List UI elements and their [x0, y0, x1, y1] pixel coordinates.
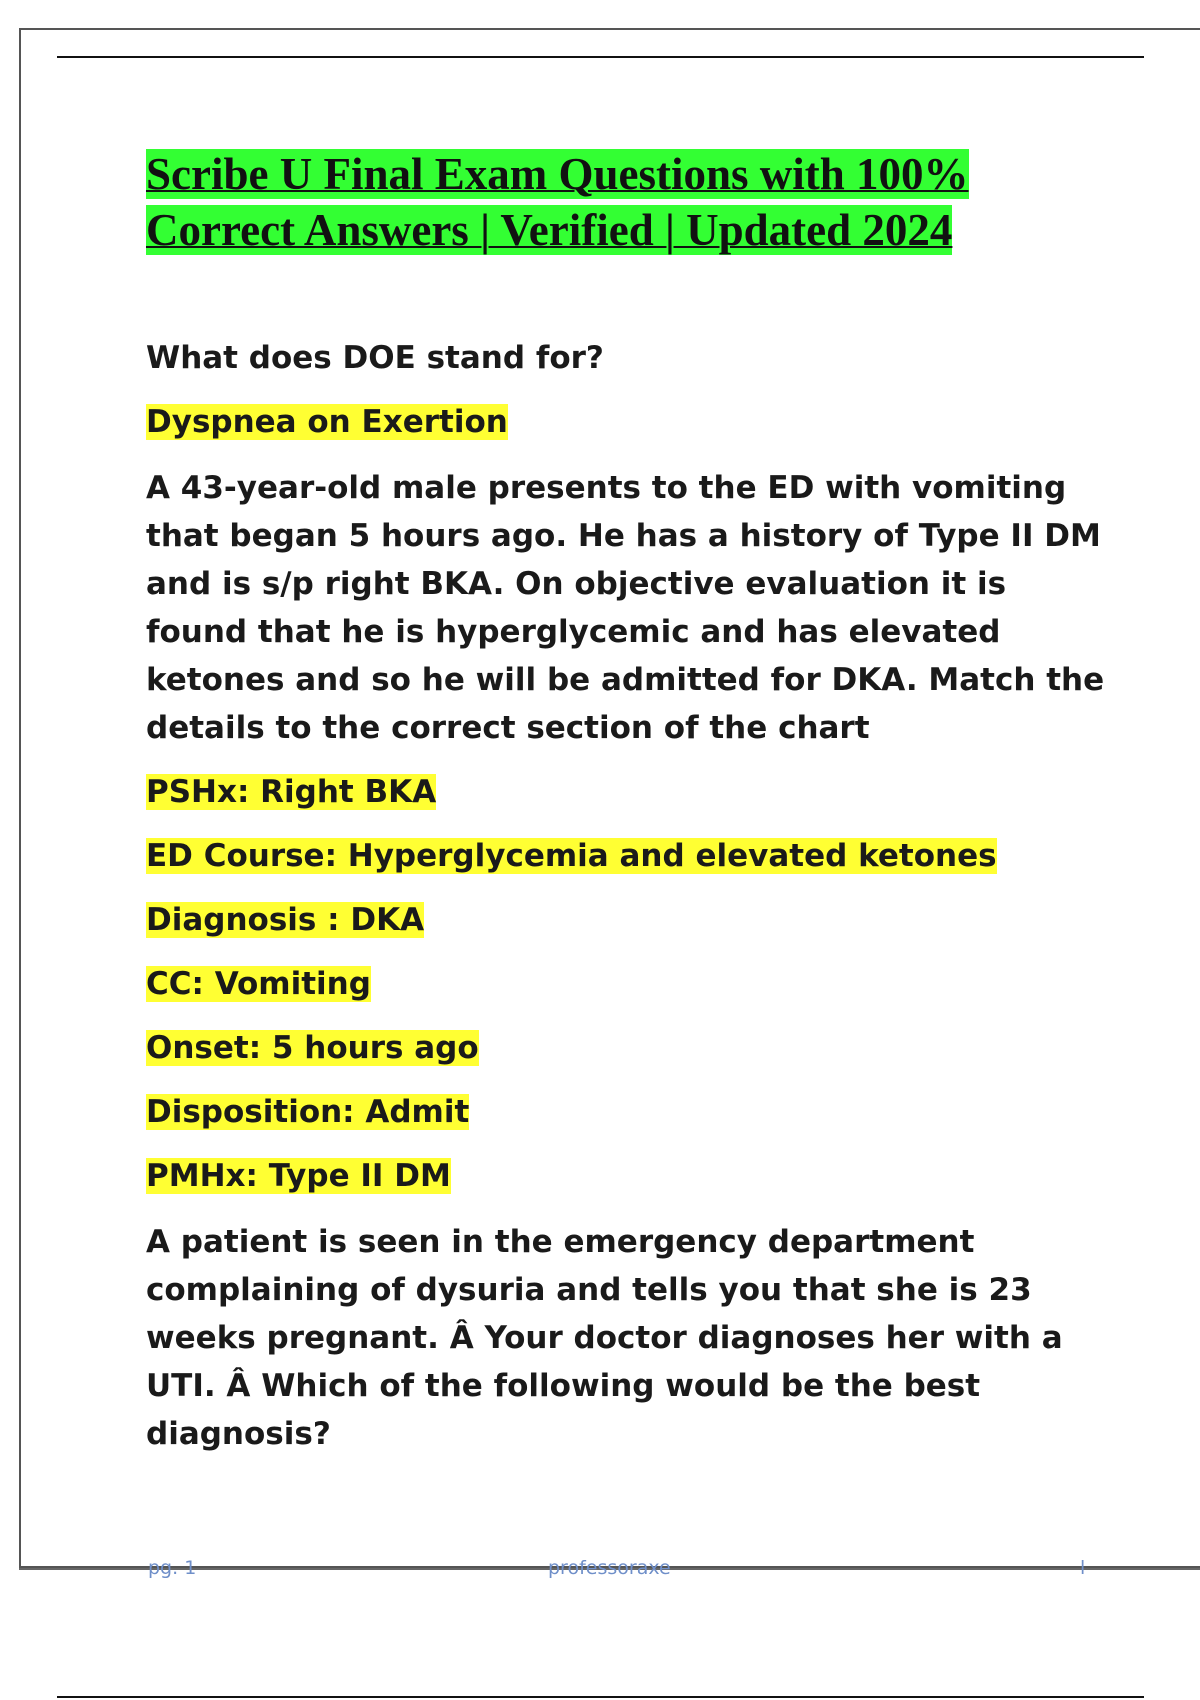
answer-1 — [146, 398, 1106, 446]
answer-2-item — [146, 1152, 1106, 1200]
answer-1-text: Dyspnea on Exertion — [146, 404, 508, 440]
answer-2-pmhx: PMHx: Type II DM — [146, 1158, 451, 1194]
answer-2-item — [146, 768, 1106, 816]
answer-2-ed-course: ED Course: Hyperglycemia and elevated ketones — [146, 838, 997, 874]
document-title — [146, 146, 1106, 258]
answer-2-onset: Onset: 5 hours ago — [146, 1030, 479, 1066]
footer-page-number: pg. 1 — [148, 1557, 197, 1579]
question-1: What does DOE stand for? — [146, 340, 604, 376]
question-3: A patient is seen in the emergency department complaining of dysuria and tells you that she is 23 weeks pregnant. Â Your doctor diagnoses her with a UTI. Â Which of the following would be the best diagnosis? — [146, 1224, 1063, 1452]
answer-2-item — [146, 1088, 1106, 1136]
question-2: A 43-year-old male presents to the ED with vomiting that began 5 hours ago. He has a history of Type II DM and is s/p right BKA. On objective evaluation it is found that he is hyperglycemic and has elevated ketones and so he will be admitted for DKA. Match the details to the correct section of the chart — [146, 470, 1105, 746]
answer-2-diagnosis: Diagnosis : DKA — [146, 902, 425, 938]
bottom-rule — [57, 1696, 1144, 1698]
document-body — [146, 146, 1106, 1458]
answer-2-cc: CC: Vomiting — [146, 966, 371, 1002]
top-rule — [57, 56, 1144, 58]
answer-2-item — [146, 960, 1106, 1008]
answer-2-item — [146, 1024, 1106, 1072]
title-line-2: Correct Answers | Verified | Updated 2024 — [146, 205, 953, 255]
title-line-1: Scribe U Final Exam Questions with 100% — [146, 149, 969, 199]
footer-author: professoraxe — [548, 1557, 671, 1579]
answer-2-item — [146, 896, 1106, 944]
answer-2-disposition: Disposition: Admit — [146, 1094, 470, 1130]
answer-2-pshx: PSHx: Right BKA — [146, 774, 437, 810]
footer-right-mark: l — [1080, 1557, 1086, 1579]
answer-2-item — [146, 832, 1106, 880]
